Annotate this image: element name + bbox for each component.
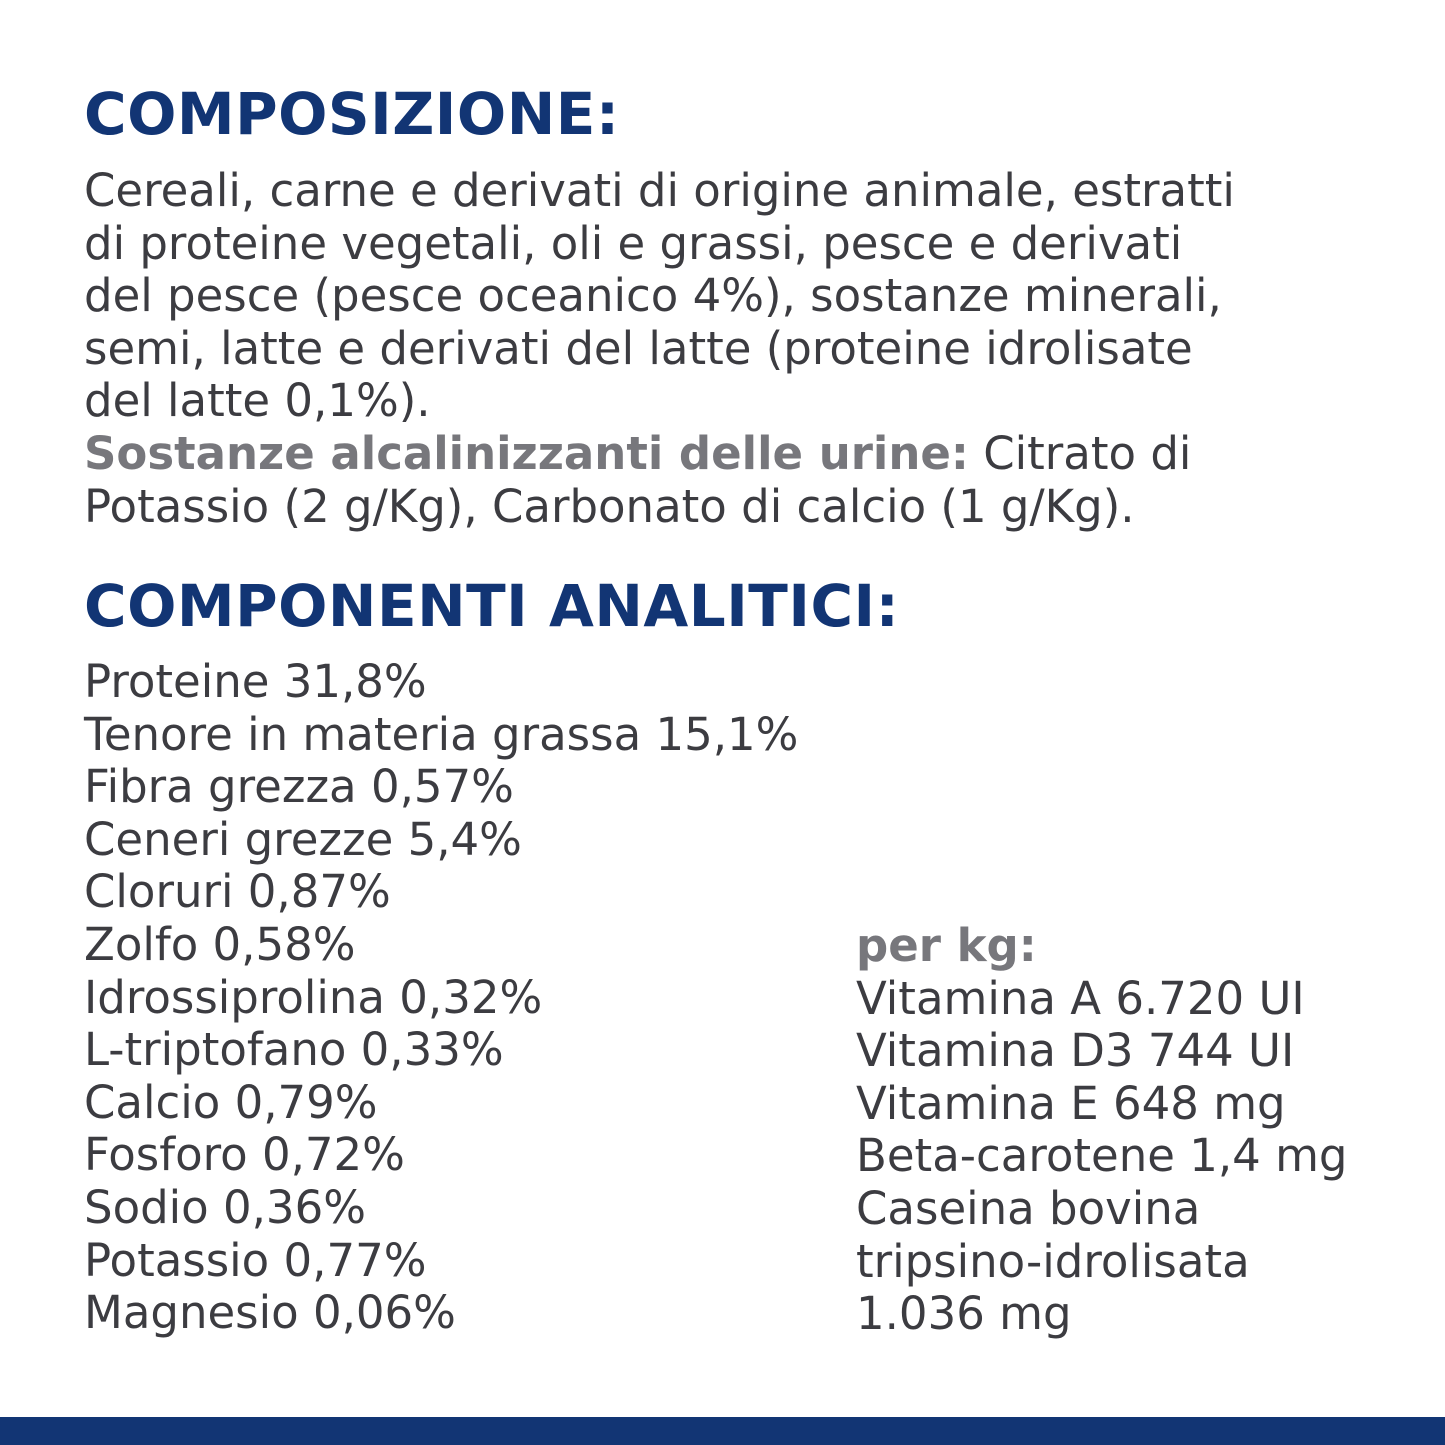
composition-line: di proteine vegetali, oli e grassi, pesce e derivati: [84, 216, 1183, 270]
analytic-item: Tenore in materia grassa 15,1%: [84, 707, 799, 761]
analytic-item: Ceneri grezze 5,4%: [84, 812, 522, 866]
analytic-item: Cloruri 0,87%: [84, 865, 391, 919]
analytic-item: Fosforo 0,72%: [84, 1128, 405, 1182]
per-kg-item: Caseina bovina: [856, 1181, 1201, 1235]
footer-bar: [0, 1417, 1445, 1445]
composition-line: Cereali, carne e derivati di origine animale, estratti: [84, 164, 1235, 217]
analytic-item: Fibra grezza 0,57%: [84, 760, 514, 814]
per-kg-item: 1.036 mg: [856, 1287, 1072, 1341]
composition-text: [84, 165, 1235, 533]
analytic-item: L-triptofano 0,33%: [84, 1023, 504, 1077]
analytic-item: Calcio 0,79%: [84, 1075, 378, 1129]
analytic-item: Zolfo 0,58%: [84, 917, 356, 971]
composition-line: del latte 0,1%).: [84, 374, 431, 428]
additive-line: [84, 428, 1235, 481]
per-kg-item: Beta-carotene 1,4 mg: [856, 1129, 1348, 1183]
analytic-item: Magnesio 0,06%: [84, 1286, 456, 1340]
per-kg-item: Vitamina E 648 mg: [856, 1076, 1286, 1130]
per-kg-item: tripsino-idrolisata: [856, 1234, 1250, 1288]
additive-label: Sostanze alcalinizzanti delle urine:: [84, 426, 969, 480]
analytics-list: [84, 656, 798, 1340]
analytic-item: Sodio 0,36%: [84, 1180, 366, 1234]
per-kg-list: [856, 920, 1347, 1341]
composition-line: del pesce (pesce oceanico 4%), sostanze minerali,: [84, 269, 1222, 323]
additive-line-continued: Potassio (2 g/Kg), Carbonato di calcio (1 g/Kg).: [84, 479, 1135, 533]
analytic-item: Proteine 31,8%: [84, 655, 427, 708]
per-kg-item: Vitamina D3 744 UI: [856, 1024, 1295, 1078]
analytics-heading: COMPONENTI ANALITICI:: [84, 572, 900, 640]
analytic-item: Potassio 0,77%: [84, 1233, 427, 1287]
analytic-item: Idrossiprolina 0,32%: [84, 970, 543, 1024]
per-kg-item: Vitamina A 6.720 UI: [856, 971, 1305, 1025]
composition-line: semi, latte e derivati del latte (proteine idrolisate: [84, 321, 1193, 375]
per-kg-label: per kg:: [856, 919, 1037, 972]
additive-text: Citrato di: [968, 426, 1192, 480]
composition-heading: COMPOSIZIONE:: [84, 80, 620, 148]
